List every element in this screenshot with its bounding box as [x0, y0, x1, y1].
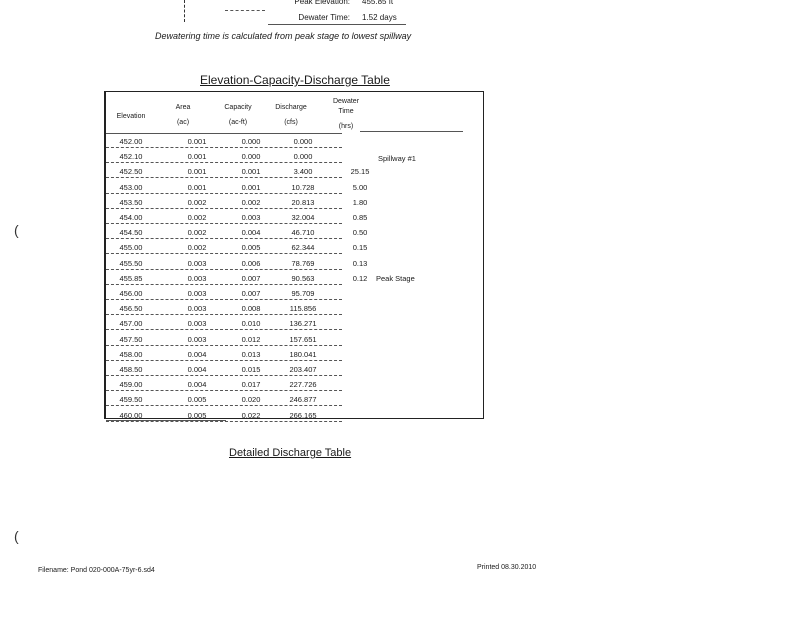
cell-capacity: 0.007 — [241, 273, 261, 283]
cell-dewater: 0.50 — [352, 228, 368, 238]
dewater-time-value: 1.52 days — [362, 13, 397, 22]
cell-capacity: 0.002 — [241, 197, 261, 207]
cell-discharge: 203.407 — [289, 365, 317, 374]
cell-discharge: 0.000 — [293, 152, 313, 162]
cell-capacity: 0.003 — [241, 213, 261, 222]
header-rule-right — [360, 131, 463, 132]
cell-elevation: 458.00 — [119, 349, 143, 359]
cell-discharge: 32.004 — [291, 213, 315, 222]
header-rule — [106, 133, 342, 134]
cell-dewater: 0.85 — [352, 213, 368, 222]
cell-discharge: 180.041 — [289, 349, 317, 359]
cell-discharge: 0.000 — [293, 137, 313, 146]
cell-discharge: 46.710 — [291, 228, 315, 238]
cell-elevation: 456.50 — [119, 304, 143, 314]
cell-area: 0.003 — [187, 304, 207, 314]
cell-capacity: 0.007 — [241, 289, 261, 298]
summary-left-rule — [184, 0, 185, 22]
row-rule — [106, 360, 342, 361]
row-rule — [106, 238, 342, 239]
cell-discharge: 266.165 — [289, 410, 317, 420]
row-note: Peak Stage — [376, 273, 415, 283]
row-rule — [106, 405, 342, 406]
cell-elevation: 458.50 — [119, 365, 143, 374]
cell-area: 0.003 — [187, 334, 207, 344]
cell-capacity: 0.013 — [241, 349, 261, 359]
binder-hole-mark-lower: ( — [14, 528, 19, 544]
cell-area: 0.001 — [187, 167, 207, 177]
cell-discharge: 20.813 — [291, 197, 315, 207]
cell-elevation: 454.50 — [119, 228, 143, 238]
cell-elevation: 452.10 — [119, 152, 143, 162]
cell-capacity: 0.000 — [241, 152, 261, 162]
cell-area: 0.003 — [187, 319, 207, 329]
row-rule — [106, 345, 342, 346]
summary-dash — [225, 10, 265, 11]
row-rule — [106, 390, 342, 391]
header-area: Area — [175, 104, 191, 111]
cell-elevation: 460.00 — [119, 410, 143, 420]
header-dewater-unit: (hrs) — [338, 123, 354, 130]
summary-underline — [268, 24, 406, 25]
detailed-discharge-title: Detailed Discharge Table — [229, 447, 352, 459]
cell-capacity: 0.006 — [241, 258, 261, 268]
cell-discharge: 136.271 — [289, 319, 317, 329]
cell-area: 0.001 — [187, 137, 207, 146]
binder-hole-mark-upper: ( — [14, 222, 19, 238]
row-note: Spillway #1 — [378, 154, 416, 164]
cell-area: 0.004 — [187, 365, 207, 374]
cell-elevation: 459.50 — [119, 395, 143, 405]
row-rule — [106, 329, 342, 330]
footer-printed-date: Printed 08.30.2010 — [477, 564, 537, 571]
row-rule — [106, 223, 342, 224]
row-rule — [106, 253, 342, 254]
cell-elevation: 454.00 — [119, 213, 143, 222]
cell-elevation: 457.50 — [119, 334, 143, 344]
row-rule — [106, 375, 342, 376]
dewater-time-label: Dewater Time: — [298, 13, 350, 22]
header-elevation: Elevation — [116, 113, 146, 120]
cell-discharge: 115.856 — [289, 304, 317, 314]
header-area-unit: (ac) — [176, 119, 190, 126]
cell-discharge: 227.726 — [289, 380, 317, 390]
row-rule — [106, 208, 342, 209]
cell-area: 0.005 — [187, 410, 207, 420]
cell-capacity: 0.020 — [241, 395, 261, 405]
cell-area: 0.002 — [187, 228, 207, 238]
table-bottom-rule — [106, 420, 226, 421]
cell-elevation: 457.00 — [119, 319, 143, 329]
cell-elevation: 455.50 — [119, 258, 143, 268]
cell-discharge: 3.400 — [293, 167, 313, 177]
cell-dewater: 5.00 — [352, 182, 368, 192]
row-rule — [106, 177, 342, 178]
cell-elevation: 452.50 — [119, 167, 143, 177]
cell-dewater: 0.15 — [352, 243, 368, 253]
cell-dewater: 0.12 — [352, 273, 368, 283]
cell-area: 0.003 — [187, 273, 207, 283]
cell-discharge: 157.651 — [289, 334, 317, 344]
cell-area: 0.004 — [187, 349, 207, 359]
cell-capacity: 0.001 — [241, 167, 261, 177]
cell-capacity: 0.000 — [241, 137, 261, 146]
cell-capacity: 0.022 — [241, 410, 261, 420]
cell-area: 0.003 — [187, 289, 207, 298]
cell-capacity: 0.001 — [241, 182, 261, 192]
cell-area: 0.001 — [187, 152, 207, 162]
header-capacity: Capacity — [224, 104, 252, 111]
cell-elevation: 456.00 — [119, 289, 143, 298]
cell-dewater: 25.15 — [350, 167, 370, 177]
cell-capacity: 0.012 — [241, 334, 261, 344]
table-title: Elevation-Capacity-Discharge Table — [200, 73, 390, 87]
header-dewater: Dewater — [332, 98, 360, 105]
cell-elevation: 455.85 — [119, 273, 143, 283]
cell-discharge: 90.563 — [291, 273, 315, 283]
cell-elevation: 453.50 — [119, 197, 143, 207]
cell-elevation: 452.00 — [119, 137, 143, 146]
dewatering-note: Dewatering time is calculated from peak stage to lowest spillway — [155, 31, 412, 41]
cell-area: 0.003 — [187, 258, 207, 268]
cell-area: 0.001 — [187, 182, 207, 192]
header-time: Time — [338, 108, 354, 115]
cell-dewater: 1.80 — [352, 197, 368, 207]
cell-area: 0.005 — [187, 395, 207, 405]
row-rule — [106, 162, 342, 163]
row-rule — [106, 284, 342, 285]
cell-capacity: 0.008 — [241, 304, 261, 314]
footer-filename: Filename: Pond 020-000A-75yr-6.sd4 — [38, 567, 155, 574]
row-rule — [106, 314, 342, 315]
cell-capacity: 0.017 — [241, 380, 261, 390]
cell-area: 0.002 — [187, 197, 207, 207]
row-rule — [106, 193, 342, 194]
cell-elevation: 455.00 — [119, 243, 143, 253]
header-capacity-unit: (ac-ft) — [228, 119, 248, 126]
header-discharge: Discharge — [275, 104, 307, 111]
cell-capacity: 0.004 — [241, 228, 261, 238]
cell-elevation: 459.00 — [119, 380, 143, 390]
peak-elevation-label: Peak Elevation: — [294, 0, 350, 6]
cell-elevation: 453.00 — [119, 182, 143, 192]
row-rule — [106, 147, 342, 148]
cell-discharge: 78.769 — [291, 258, 315, 268]
cell-area: 0.002 — [187, 213, 207, 222]
cell-discharge: 246.877 — [289, 395, 317, 405]
cell-discharge: 10.728 — [291, 182, 315, 192]
header-discharge-unit: (cfs) — [284, 119, 298, 126]
row-rule — [106, 269, 342, 270]
cell-discharge: 95.709 — [291, 289, 315, 298]
cell-discharge: 62.344 — [291, 243, 315, 253]
cell-capacity: 0.005 — [241, 243, 261, 253]
peak-elevation-value: 455.85 ft — [362, 0, 394, 6]
cell-area: 0.002 — [187, 243, 207, 253]
row-rule — [106, 299, 342, 300]
cell-capacity: 0.010 — [241, 319, 261, 329]
cell-area: 0.004 — [187, 380, 207, 390]
cell-dewater: 0.13 — [352, 258, 368, 268]
cell-capacity: 0.015 — [241, 365, 261, 374]
